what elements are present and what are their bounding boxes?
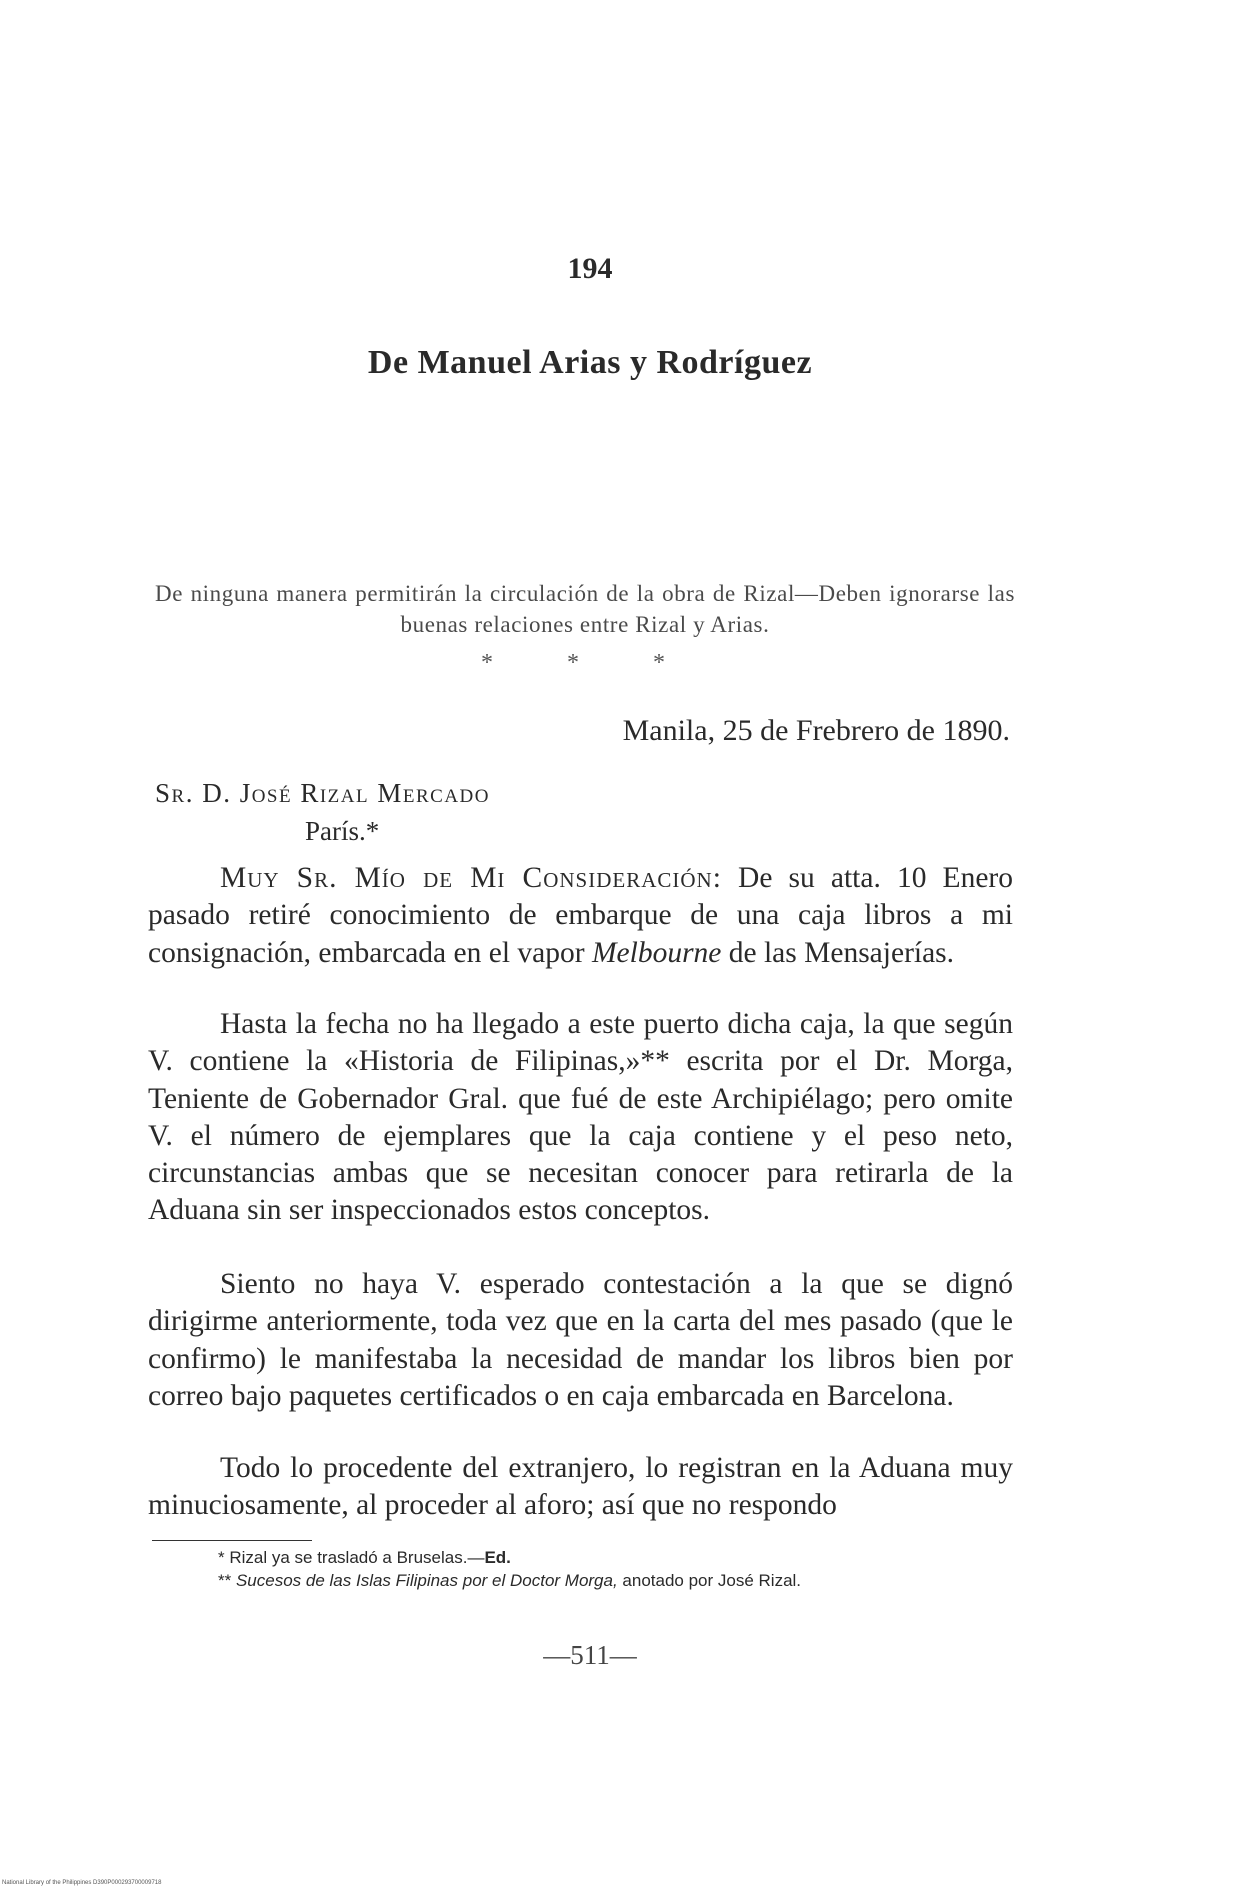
footnote-2-mark: ** xyxy=(218,1571,236,1590)
paragraph-1-end: de las Mensajerías. xyxy=(721,936,955,969)
footnote-1-text: Rizal ya se trasladó a Bruselas.— xyxy=(229,1548,485,1567)
letter-title: De Manuel Arias y Rodríguez xyxy=(367,344,813,381)
footnote-divider xyxy=(152,1540,312,1541)
date-line: Manila, 25 de Frebrero de 1890. xyxy=(622,714,1010,747)
paragraph-1-text: De su atta. 10 Enero pasado retiré conocimiento de embarque de una caja libros a mi consignación, embarcada en el vapor xyxy=(148,862,1013,969)
paragraph-4: Todo lo procedente del extranjero, lo registran en la Aduana muy minuciosamente, al proceder al aforo; así que no respondo xyxy=(148,1452,1013,1522)
section-separator: * * * xyxy=(481,650,699,676)
recipient-place: París.* xyxy=(305,816,380,846)
footnote-2-text: anotado por José Rizal. xyxy=(617,1571,802,1590)
paragraph-2: Hasta la fecha no ha llegado a este puerto dicha caja, la que según V. contiene la «Historia de Filipinas,»** escrita por el Dr. Morga, Teniente de Gobernador Gral. que fué de este Archipiélago; pero omite V. el número de ejemplares que la caja contiene y el peso neto, circunstancias ambas que se necesitan conocer para retirarla de la Aduana sin ser inspeccionados estos conceptos. xyxy=(148,1008,1013,1227)
footnote-1 xyxy=(152,1546,1017,1569)
footnote-1-mark: * xyxy=(218,1548,230,1567)
salutation: Muy Sr. Mío de Mi Consideración: xyxy=(220,862,722,894)
paragraph-3: Siento no haya V. esperado contestación a la que se dignó dirigirme anteriormente, toda vez que en la carta del mes pasado (que le confirmo) le manifestaba la necesidad de mandar los libros bien por correo bajo paquetes certificados o en caja embarcada en Barcelona. xyxy=(148,1268,1013,1412)
footnote-2-title: Sucesos de las Islas Filipinas por el Doctor Morga, xyxy=(235,1571,618,1590)
letter-number: 194 xyxy=(567,252,613,285)
footnote-2 xyxy=(152,1569,1017,1592)
ship-name: Melbourne xyxy=(591,936,722,969)
paragraph-1 xyxy=(148,860,1013,972)
footnotes xyxy=(152,1546,1017,1592)
footnote-1-editor: Ed. xyxy=(484,1548,511,1567)
page-number: —511— xyxy=(543,1640,637,1670)
library-footer: National Library of the Philippines D390P000293700009718 xyxy=(2,1880,162,1886)
recipient-name: Sr. D. José Rizal Mercado xyxy=(155,778,490,808)
letter-summary: De ninguna manera permitirán la circulación de la obra de Rizal—Deben ignorarse las buenas relaciones entre Rizal y Arias. xyxy=(155,581,1015,637)
